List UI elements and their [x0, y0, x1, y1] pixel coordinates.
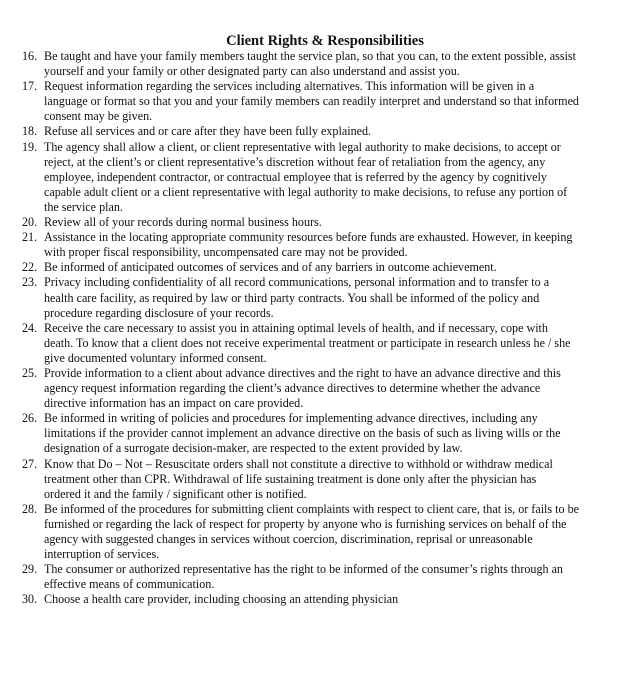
item-number: 28. [22, 501, 38, 516]
item-text: Refuse all services and or care after they have been fully explained. [44, 124, 372, 139]
item-number: 18. [22, 124, 38, 139]
item-number: 29. [22, 562, 38, 577]
item-number: 22. [22, 260, 38, 275]
item-text: Choose a health care provider, including choosing an attending physician [44, 592, 399, 607]
item-number: 21. [22, 230, 38, 245]
list-item [22, 124, 614, 139]
list-item [22, 321, 614, 366]
item-number: 24. [22, 320, 38, 335]
list-item [22, 230, 614, 260]
item-text: Be informed of the procedures for submitting client complaints with respect to client care, that is, or fails to be furnished or regarding the lack of respect for property by anyone who is furnishing services on behalf of the agency with suggested changes in services without coercion, discrimination, reprisal or unreasonable interruption of services. [44, 501, 579, 562]
item-number: 19. [22, 139, 38, 154]
list-item [22, 411, 614, 456]
item-number: 17. [22, 79, 38, 94]
item-text: Assistance in the locating appropriate community resources before funds are exhausted. However, in keeping with proper fiscal responsibility, uncompensated care may not be provided. [44, 230, 573, 260]
item-number: 26. [22, 411, 38, 426]
item-text: Review all of your records during normal business hours. [44, 215, 322, 230]
list-item [22, 592, 614, 607]
item-number: 16. [22, 49, 38, 63]
item-number: 25. [22, 365, 38, 380]
list-item [22, 140, 614, 215]
list-item [22, 260, 614, 275]
list-item [22, 502, 614, 562]
item-text: Privacy including confidentiality of all record communications, personal information and to transfer to a health care facility, as required by law or third party contracts. You shall be informed of the policy and procedure regarding disclosure of your records. [44, 275, 550, 320]
item-number: 23. [22, 275, 38, 290]
item-text: Be informed of anticipated outcomes of services and of any barriers in outcome achievement. [44, 260, 497, 275]
item-number: 20. [22, 215, 38, 230]
list-item [22, 49, 614, 79]
item-text: The consumer or authorized representative has the right to be informed of the consumer’s rights through an effective means of communication. [44, 562, 563, 592]
item-text: Provide information to a client about advance directives and the right to have an advance directive and this agency request information regarding the client’s advance directives to determine whether the advance directive information has an impact on care provided. [44, 365, 561, 411]
page-title: Client Rights & Responsibilities [226, 33, 424, 49]
item-number: 30. [22, 592, 38, 607]
list-item [22, 366, 614, 411]
list-item [22, 79, 614, 124]
list-item [22, 562, 614, 592]
item-text: Be informed in writing of policies and procedures for implementing advance directives, including any limitations if the provider cannot implement an advance directive on the basis of such as living wills or the designation of a surrogate decision-maker, are respected to the extent provided by law. [44, 411, 561, 456]
item-text: The agency shall allow a client, or client representative with legal authority to make decisions, to accept or reject, at the client’s or client representative’s discretion without fear of retaliation from the agency, any employee, independent contractor, or contractual employee that is referred by the agency by cognitively capable adult client or a client representative with legal authority to make decisions, to refuse any portion of the service plan. [44, 139, 568, 214]
item-text: Receive the care necessary to assist you in attaining optimal levels of health, and if necessary, cope with death. To know that a client does not receive experimental treatment or participate in research unless he / she give documented voluntary informed consent. [44, 320, 571, 365]
item-number: 27. [22, 456, 38, 471]
item-text: Be taught and have your family members taught the service plan, so that you can, to the extent possible, assist yourself and your family or other designated party can also understand and assist you. [44, 49, 576, 79]
item-text: Know that Do – Not – Resuscitate orders shall not constitute a directive to withhold or withdraw medical treatment other than CPR. Withdrawal of life sustaining treatment is done only after the physician has ordered it and the family / significant other is notified. [44, 456, 553, 501]
list-item [22, 275, 614, 320]
list-item [22, 215, 614, 230]
list-item [22, 457, 614, 502]
item-text: Request information regarding the services including alternatives. This information will be given in a language or format so that you and your family members can readily interpret and understand so that informed consent may be given. [44, 79, 579, 124]
rights-list [22, 49, 614, 607]
